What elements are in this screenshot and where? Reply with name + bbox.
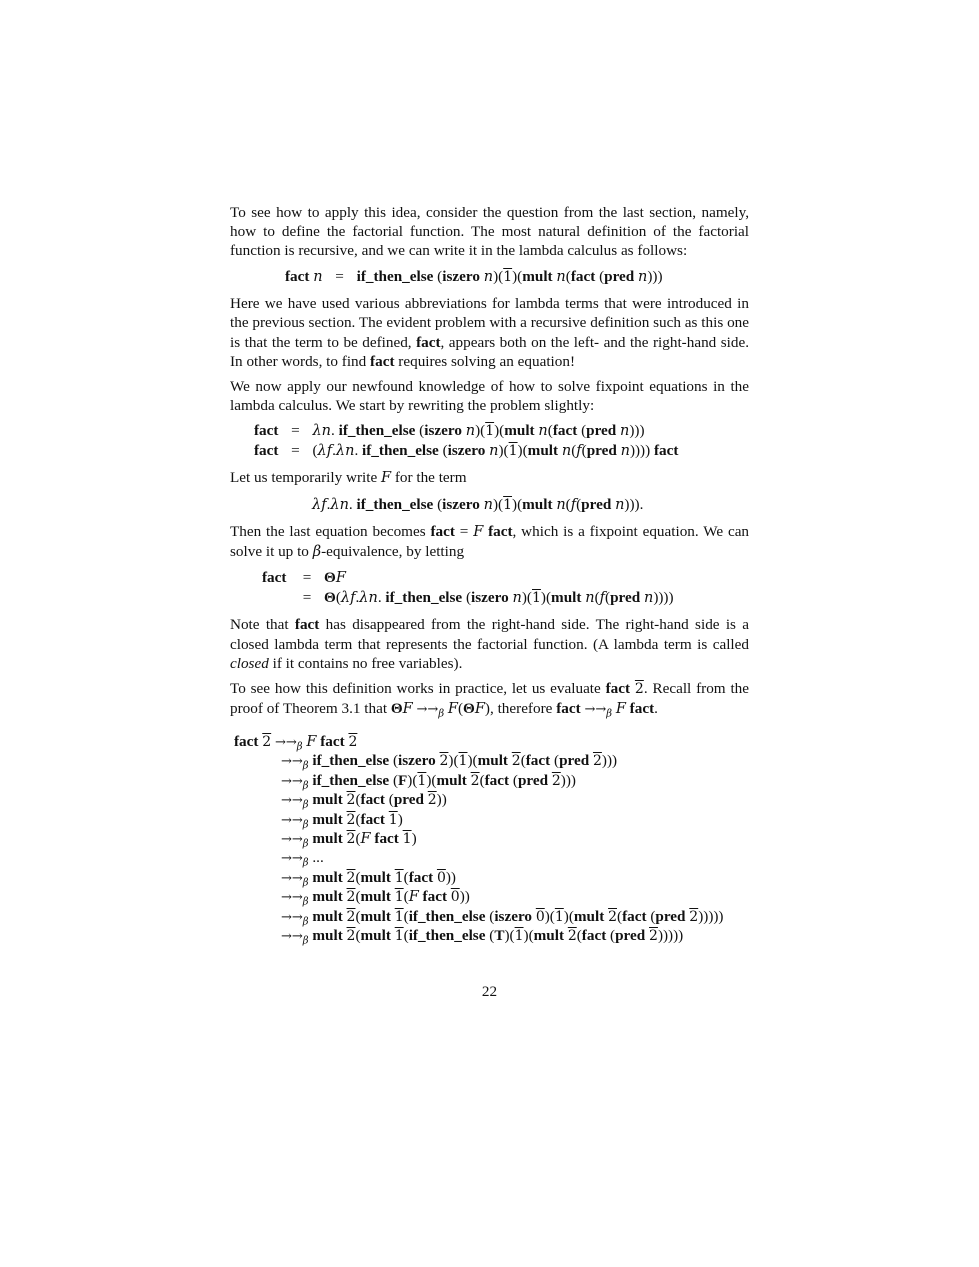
reduction-step: $\to\to_\beta$ mult 2(mult 1(F fact 0)) bbox=[281, 888, 470, 908]
page-number: 22 bbox=[481, 983, 498, 1000]
reduction-step: $\to\to_\beta$ mult 2(fact 1) bbox=[281, 810, 403, 831]
paragraph-fixpoint-equation: Then the last equation becomes fact = F fact, which is a fixpoint equation. We can solve it up to β-equivalence, by letting bbox=[230, 523, 750, 561]
paragraph-evaluate: To see how this definition works in practice, let us evaluate fact 2. Recall from the proof of Theorem 3.1 that $\Theta F \to\to_\beta$ F(ΘF), therefore fact $\to\to_\beta$ F fact. bbox=[230, 679, 749, 724]
reduction-step: $\to\to_\beta$ mult 2(F fact 1) bbox=[281, 830, 417, 850]
equation-fact-theta: fact = ΘF = Θ(λf.λn. if_then_else (iszero n)(1)(mult n(f(pred n)))) bbox=[262, 569, 674, 606]
reduction-step: fact $2 \to\to_\beta$ F fact 2 bbox=[234, 733, 358, 753]
page-body bbox=[230, 203, 749, 945]
paragraph-fixpoint-intro: We now apply our newfound knowledge of how to solve fixpoint equations in the lambda calculus. We start by rewriting the problem slightly: bbox=[230, 377, 749, 415]
reduction-step: $\to\to_\beta$ ... bbox=[281, 849, 324, 869]
equation-F-term: λf.λn. if_then_else (iszero n)(1)(mult n(f(pred n))). bbox=[312, 495, 644, 513]
reduction-sequence bbox=[234, 732, 749, 945]
reduction-step: $\to\to_\beta$ mult 2(mult 1(fact 0)) bbox=[281, 868, 456, 889]
paragraph-define-F: Let us temporarily write F for the term bbox=[230, 469, 467, 487]
reduction-step: $\to\to_\beta$ mult 2(mult 1(if_then_else (iszero 0)(1)(mult 2(fact (pred 2))))) bbox=[281, 907, 724, 928]
reduction-step: $\to\to_\beta$ if_then_else (iszero 2)(1)(mult 2(fact (pred 2))) bbox=[281, 752, 618, 773]
reduction-step: $\to\to_\beta$ mult 2(fact (pred 2)) bbox=[281, 791, 447, 811]
equation-fact-rewritten: fact = λn. if_then_else (iszero n)(1)(mult n(fact (pred n))) fact = (λf.λn. if_then_else (iszero n)(1)(mult n(f(pred n)))) fact bbox=[254, 422, 679, 459]
paragraph-problem: Here we have used various abbreviations for lambda terms that were introduced in the previous section. The evident problem with a recursive definition such as this one is that the term to be defined, fact, appears both on the left- and the right-hand side. In other words, to find fact requires solving an equation! bbox=[230, 295, 749, 370]
paragraph-intro: To see how to apply this idea, consider the question from the last section, namely, how to define the factorial function. The most natural definition of the factorial function is recursive, and we can write it in the lambda calculus as follows: bbox=[230, 204, 749, 260]
equation-fact-recursive: fact n = if_then_else (iszero n)(1)(mult n(fact (pred n))) bbox=[285, 267, 663, 285]
reduction-step: $\to\to_\beta$ mult 2(mult 1(if_then_else (T)(1)(mult 2(fact (pred 2))))) bbox=[281, 926, 684, 947]
reduction-arrow: $\to\to_\beta$ bbox=[416, 702, 445, 720]
paragraph-closed-term: Note that fact has disappeared from the right-hand side. The right-hand side is a closed lambda term that represents the factorial function. (A lambda term is called closed if it contains no free variables). bbox=[230, 616, 750, 672]
reduction-step: $\to\to_\beta$ if_then_else (F)(1)(mult 2(fact (pred 2))) bbox=[281, 771, 576, 792]
